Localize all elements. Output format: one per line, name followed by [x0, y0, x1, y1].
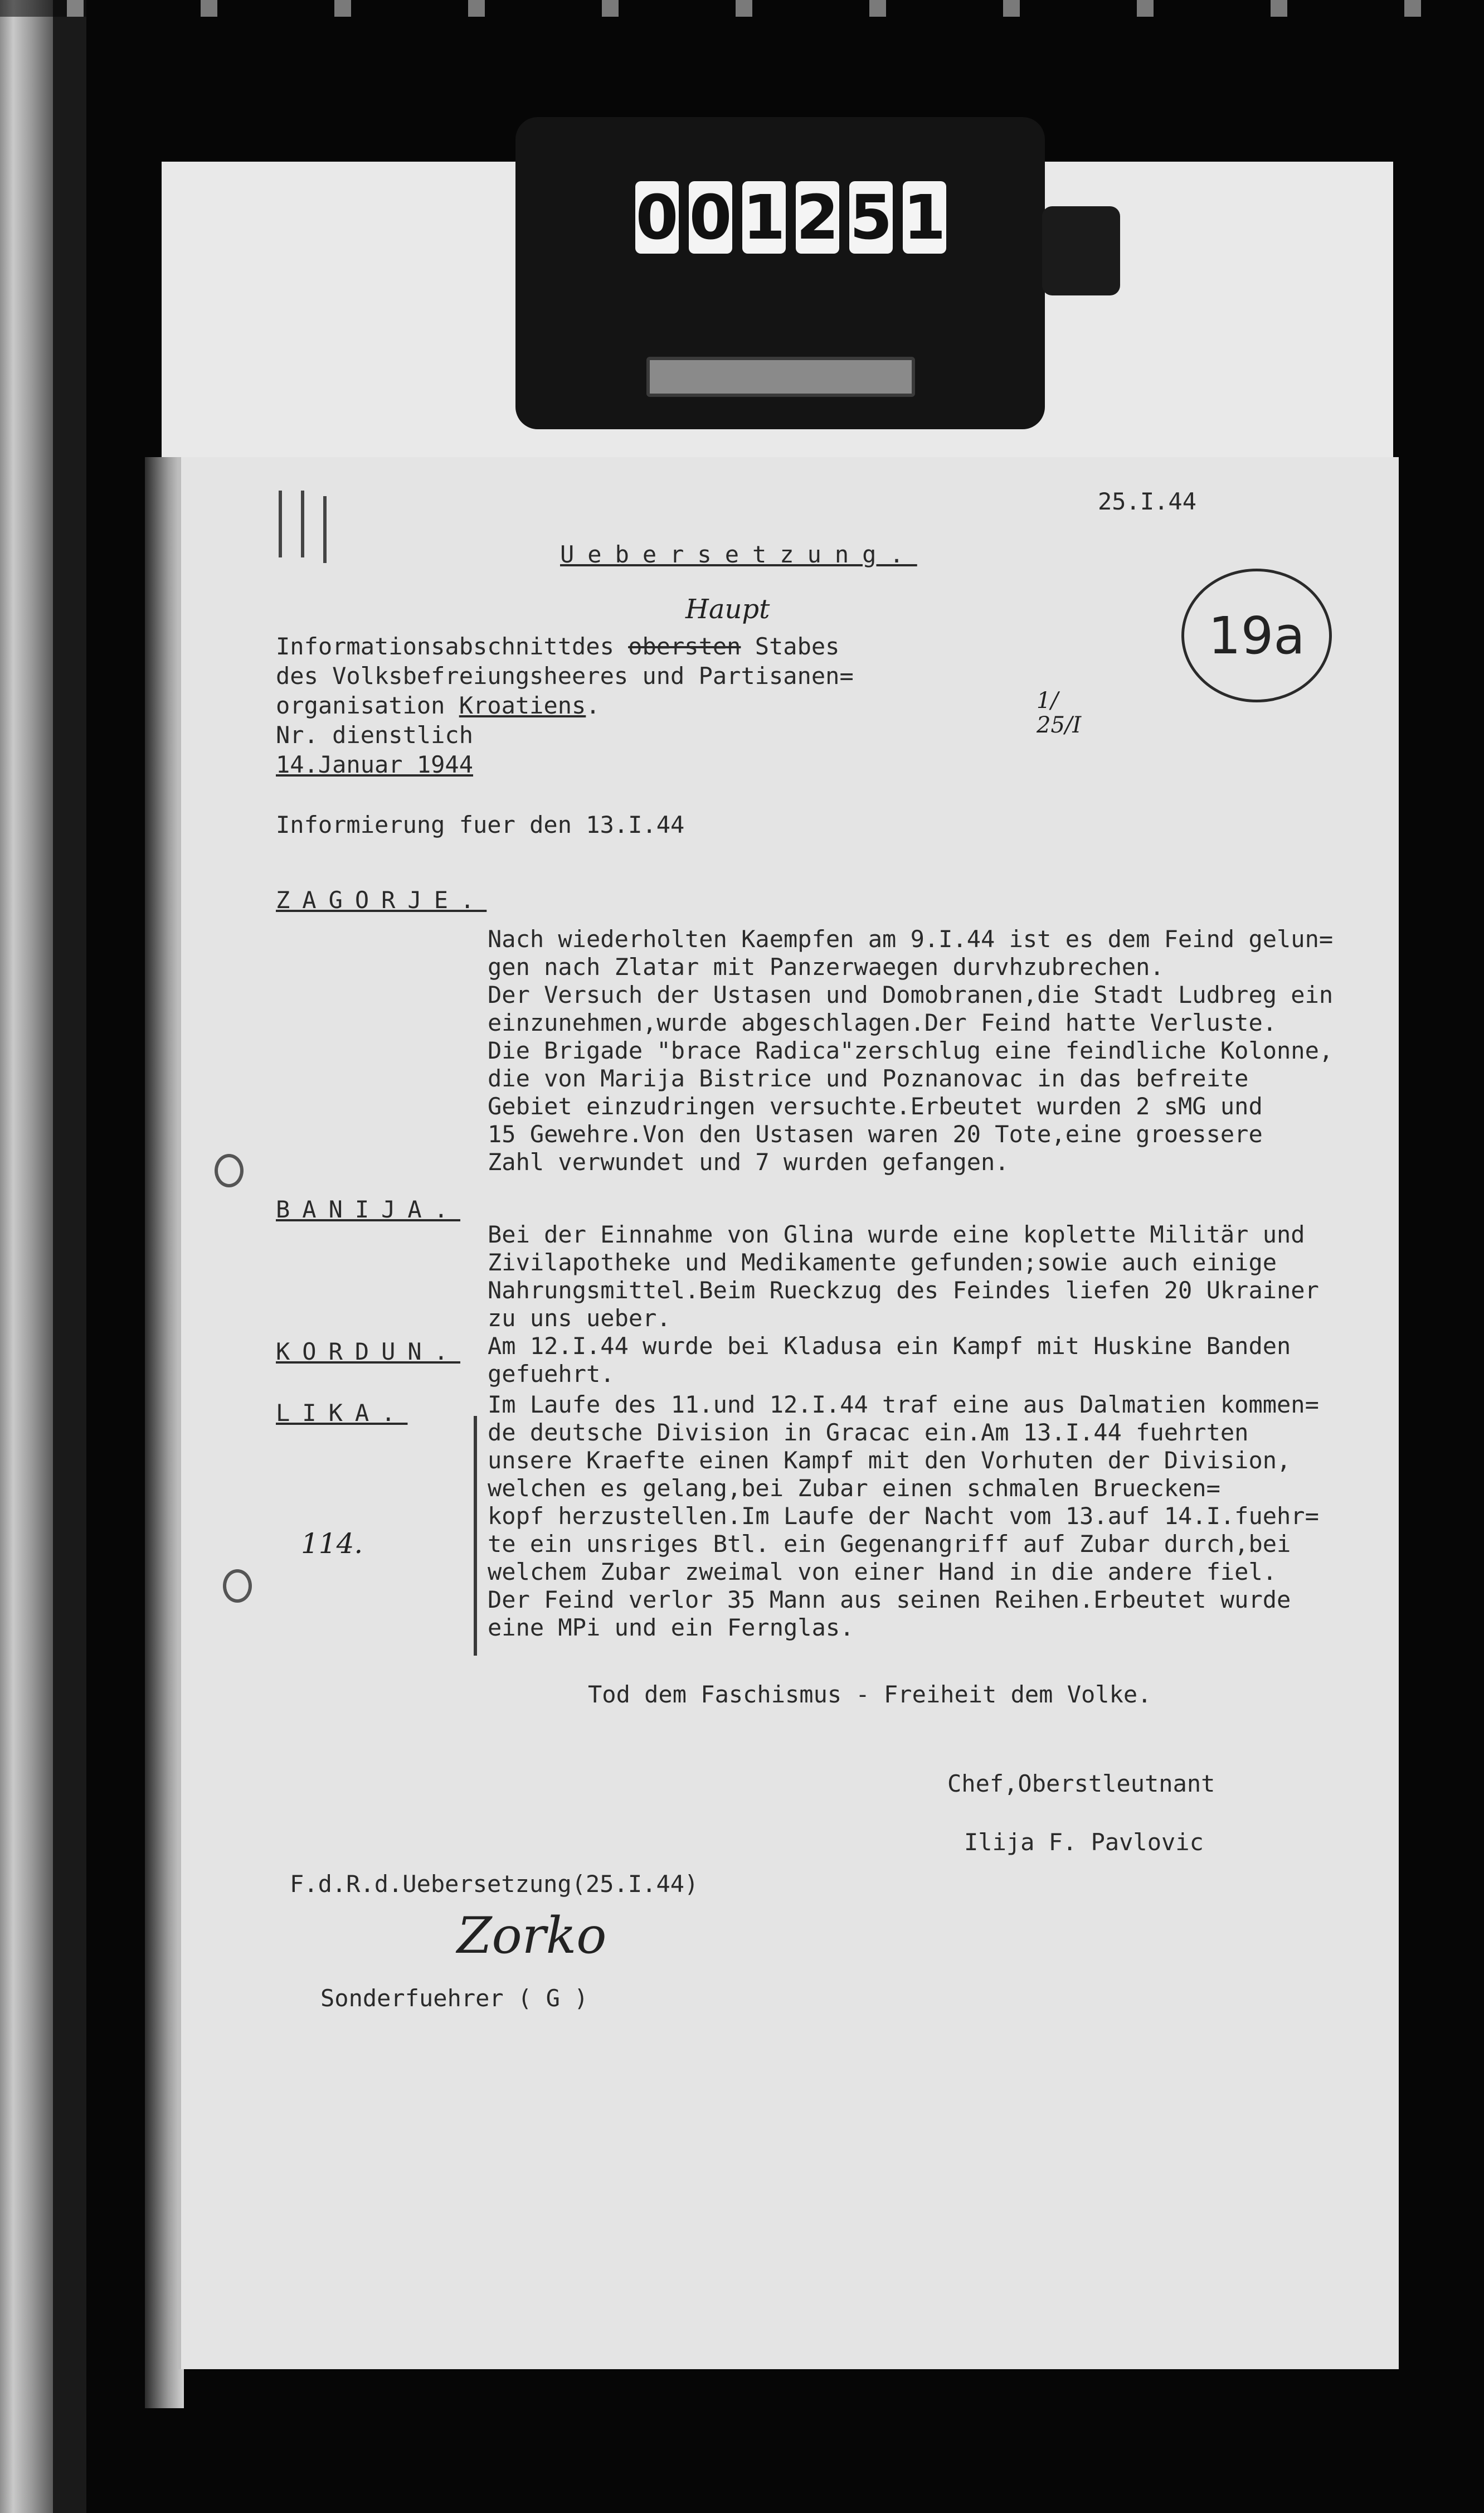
handwritten-insert: Haupt: [685, 594, 770, 625]
struck-word: obersten: [628, 633, 741, 660]
section-label-zagorje: ZAGORJE.: [276, 886, 487, 914]
document-title: Uebersetzung.: [560, 541, 917, 568]
margin-annotation: 1/ 25/I: [1037, 688, 1082, 738]
counter-digit: 0: [689, 182, 732, 253]
org-line-4: Nr. dienstlich: [276, 721, 474, 749]
translator-title: Sonderfuehrer ( G ): [320, 1985, 588, 2012]
section-label-kordun: KORDUN.: [276, 1338, 461, 1365]
signatory-name: Ilija F. Pavlovic: [964, 1828, 1204, 1856]
counter-plate: [646, 357, 915, 397]
page-number-stamp: 19a: [1181, 569, 1332, 702]
pen-mark: [279, 491, 282, 557]
intro-line: Informierung fuer den 13.I.44: [276, 811, 685, 838]
pen-mark: [301, 491, 304, 557]
closing-slogan: Tod dem Faschismus - Freiheit dem Volke.: [588, 1681, 1152, 1708]
section-label-lika: LIKA.: [276, 1399, 408, 1427]
film-strip: [53, 0, 86, 2513]
section-body-zagorje: Nach wiederholten Kaempfen am 9.I.44 ist es dem Feind gelun= gen nach Zlatar mit Panzerwaegen durvhzubrechen. Der Versuch der Ustasen und Domobranen,die Stadt Ludbreg ein einzunehmen,wurde abgeschlagen.Der Feind hatte Verluste. Die Brigade "brace Radica"zerschlug eine feindliche Kolonne, die von Marija Bistrice und Poznanovac in das befreite Gebiet einzudringen versuchte.Erbeutet wurden 2 sMG und 15 Gewehre.Von den Ustasen waren 20 Tote,eine groessere Zahl verwundet und 7 wurden gefangen.: [488, 925, 1334, 1176]
translator-signature: Zorko: [457, 1906, 607, 1965]
counter-digit: 5: [849, 182, 893, 253]
section-label-banija: BANIJA.: [276, 1196, 461, 1223]
translation-note: F.d.R.d.Uebersetzung(25.I.44): [290, 1870, 699, 1898]
film-edge-left: [0, 0, 53, 2513]
side-annotation: 114.: [301, 1527, 363, 1560]
org-line-2: des Volksbefreiungsheeres und Partisanen=: [276, 662, 854, 690]
paper-left-edge: [145, 457, 184, 2408]
counter-digit: 0: [635, 182, 679, 253]
section-body-lika: Im Laufe des 11.und 12.I.44 traf eine aus Dalmatien kommen= de deutsche Division in Gracac ein.Am 13.I.44 fuehrten unsere Kraefte einen Kampf mit den Vorhuten der Division, welchen es gelang,bei Zubar einen schmalen Bruecken= kopf herzustellen.Im Laufe der Nacht vom 13.auf 14.I.fuehr= te ein unsriges Btl. ein Gegenangriff auf Zubar durch,bei welchem Zubar zweimal von einer Hand in die andere fiel. Der Feind verlor 35 Mann aus seinen Reihen.Erbeutet wurde eine MPi und ein Fernglas.: [488, 1391, 1319, 1641]
punch-hole: [215, 1154, 244, 1187]
pen-mark: [323, 496, 327, 563]
header-date: 25.I.44: [1098, 488, 1197, 515]
punch-hole: [223, 1569, 252, 1603]
org-line-3: organisation Kroatiens.: [276, 692, 600, 719]
film-perforation: [0, 0, 1484, 17]
counter-knob: [1042, 206, 1120, 295]
section-body-kordun: Am 12.I.44 wurde bei Kladusa ein Kampf mit Huskine Banden gefuehrt.: [488, 1332, 1291, 1388]
counter-digit: 2: [796, 182, 839, 253]
signatory-role: Chef,Oberstleutnant: [947, 1770, 1215, 1797]
counter-digit: 1: [742, 182, 786, 253]
org-line-5: 14.Januar 1944: [276, 751, 474, 778]
frame-counter-digits: [635, 181, 946, 256]
margin-bracket: [474, 1416, 477, 1656]
org-line-1: Informationsabschnittdes obersten Stabes: [276, 633, 840, 660]
section-body-banija: Bei der Einnahme von Glina wurde eine koplette Militär und Zivilapotheke und Medikamente gefunden;sowie auch einige Nahrungsmittel.Beim Rueckzug des Feindes liefen 20 Ukrainer zu uns ueber.: [488, 1221, 1319, 1332]
counter-digit: 1: [903, 182, 946, 253]
